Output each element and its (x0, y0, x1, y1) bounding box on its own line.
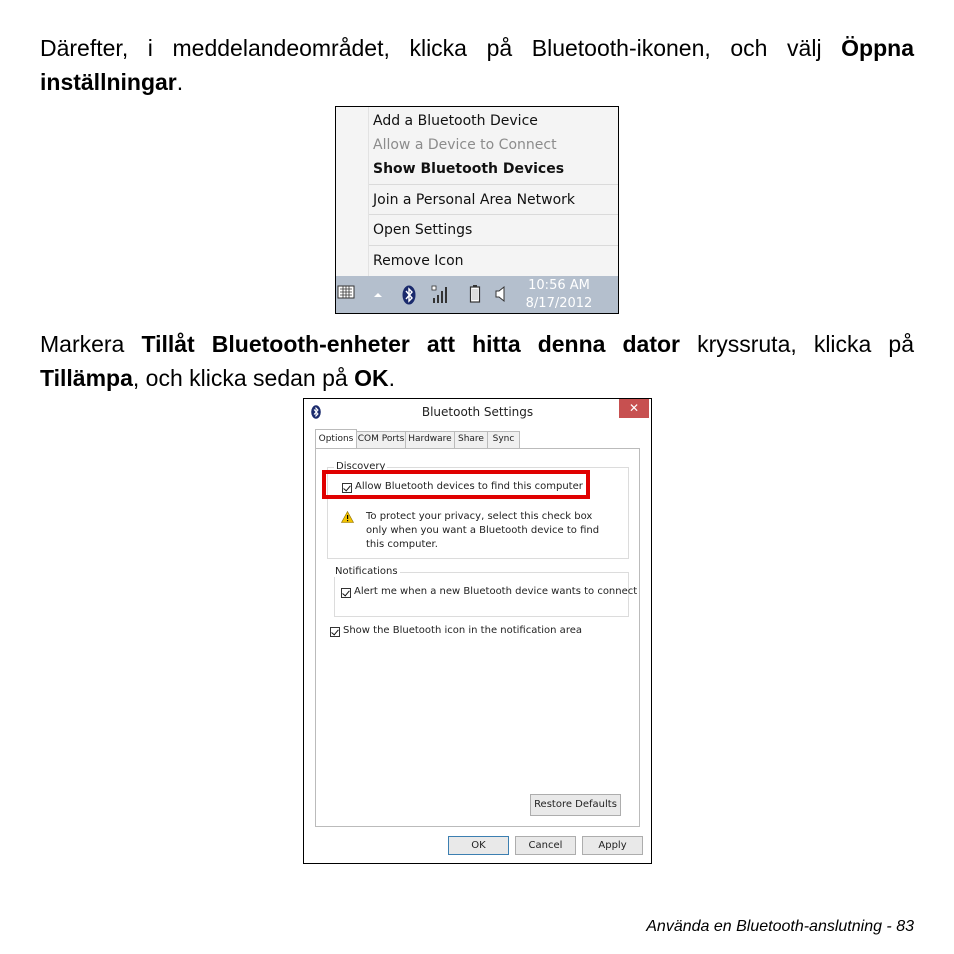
show-icon-label[interactable]: Show the Bluetooth icon in the notification area (343, 625, 582, 636)
allow-discovery-label[interactable]: Allow Bluetooth devices to find this computer (355, 481, 583, 492)
menu-item-remove-icon[interactable]: Remove Icon (373, 253, 464, 269)
close-button[interactable]: ✕ (619, 399, 649, 418)
network-icon[interactable] (430, 283, 450, 305)
clock-time: 10:56 AM (528, 278, 590, 293)
menu-gutter (336, 107, 369, 276)
tab-sync[interactable]: Sync (487, 431, 520, 448)
context-menu (336, 107, 618, 276)
speaker-icon[interactable] (494, 285, 508, 303)
clock[interactable] (524, 277, 594, 313)
menu-item-show-devices[interactable]: Show Bluetooth Devices (373, 161, 565, 177)
intro-text: Därefter, i meddelandeområdet, klicka på Bluetooth-ikonen, och välj (40, 35, 842, 61)
intro-end: . (176, 69, 184, 95)
apply-button[interactable]: Apply (582, 836, 643, 855)
show-icon-checkbox[interactable] (330, 627, 340, 637)
alert-new-device-label[interactable]: Alert me when a new Bluetooth device wants to connect (354, 586, 638, 597)
intro-paragraph (40, 31, 914, 99)
instruction-bold-2: Tillämpa (40, 365, 133, 391)
instruction-bold-3: OK (354, 365, 389, 391)
ok-button[interactable]: OK (448, 836, 509, 855)
menu-separator (369, 245, 618, 246)
instruction-text-2: kryssruta, klicka på (680, 331, 914, 357)
warning-icon (341, 511, 354, 523)
alert-new-device-checkbox[interactable] (341, 588, 351, 598)
menu-item-allow-device: Allow a Device to Connect (373, 137, 557, 153)
instruction-bold-1: Tillåt Bluetooth-enheter att hitta denna dator (141, 331, 680, 357)
menu-item-join-pan[interactable]: Join a Personal Area Network (373, 192, 576, 208)
discovery-legend: Discovery (336, 461, 386, 472)
battery-icon[interactable] (469, 284, 481, 304)
dialog-title: Bluetooth Settings (421, 405, 534, 419)
instruction-text-3: , och klicka sedan på (132, 365, 355, 391)
privacy-warning-text: To protect your privacy, select this check box only when you want a Bluetooth device to find this computer. (366, 511, 600, 550)
context-menu-screenshot (335, 106, 619, 314)
highlight-box (322, 470, 590, 499)
clock-date: 8/17/2012 (525, 296, 593, 311)
menu-separator (369, 214, 618, 215)
chevron-up-icon[interactable] (373, 291, 383, 299)
menu-separator (369, 184, 618, 185)
notifications-group (334, 566, 638, 617)
menu-item-open-settings[interactable]: Open Settings (373, 222, 473, 238)
taskbar (336, 276, 618, 313)
bluetooth-settings-dialog (303, 398, 652, 864)
menu-item-add-device[interactable]: Add a Bluetooth Device (373, 113, 538, 129)
instruction-text-4: . (388, 365, 395, 391)
instruction-paragraph (40, 327, 914, 395)
cancel-button[interactable]: Cancel (515, 836, 576, 855)
page-footer: Använda en Bluetooth-anslutning - 83 (646, 918, 914, 935)
notifications-legend: Notifications (335, 566, 398, 577)
bluetooth-icon[interactable] (402, 285, 416, 305)
tab-com-ports[interactable]: COM Ports (356, 431, 406, 448)
tab-hardware[interactable]: Hardware (405, 431, 455, 448)
tab-share[interactable]: Share (454, 431, 488, 448)
restore-defaults-button[interactable]: Restore Defaults (530, 794, 621, 816)
instruction-text-1: Markera (40, 331, 142, 357)
tab-options[interactable]: Options (315, 429, 357, 448)
intro-bold: Öppna inställningar (40, 35, 914, 95)
keyboard-icon[interactable] (337, 283, 355, 301)
options-panel (315, 448, 640, 827)
